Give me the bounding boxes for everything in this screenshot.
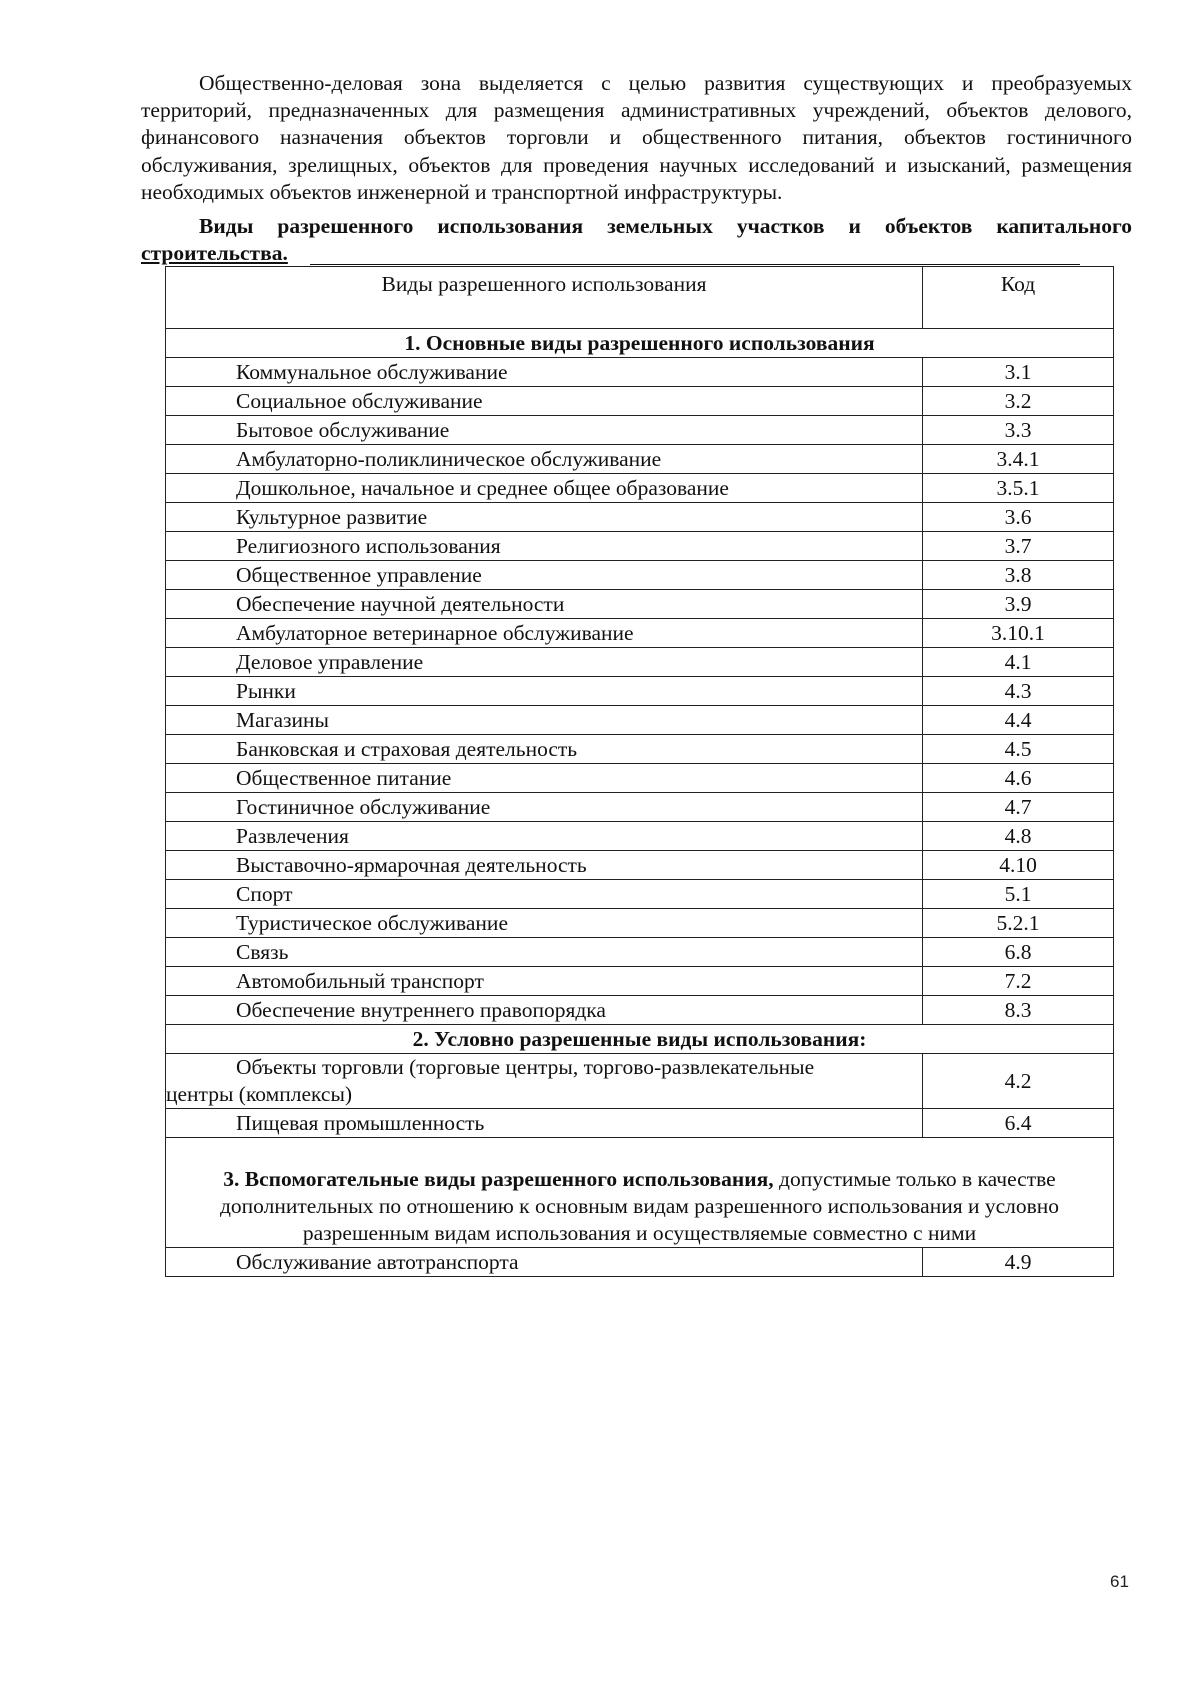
- header-name-cell: Виды разрешенного использования: [166, 267, 923, 329]
- section3-title-row: [166, 1138, 1114, 1248]
- section3-title-rest: допустимые только в качестве дополнительных по отношению к основным видам разрешенного использования и условно разрешенным видам использования и осуществляемые совместно с ними: [219, 1167, 1060, 1245]
- use-code-cell: 3.3: [923, 416, 1114, 445]
- section2-title-row: [166, 1025, 1114, 1054]
- use-name-line1: Объекты торговли (торговые центры, торгово-развлекательные: [236, 1055, 815, 1079]
- header-code-cell: Код: [923, 267, 1114, 329]
- page-number: 61: [1110, 1572, 1129, 1591]
- intro-paragraph: [141, 70, 1132, 206]
- section1-title: 1. Основные виды разрешенного использования: [166, 329, 1114, 358]
- section3-title: [166, 1138, 1114, 1248]
- use-code-cell: 4.5: [923, 735, 1114, 764]
- use-name-cell: Общественное питание: [166, 764, 923, 793]
- use-name-cell: Магазины: [166, 706, 923, 735]
- use-name-cell: Обеспечение внутреннего правопорядка: [166, 996, 923, 1025]
- use-code-cell: 4.2: [923, 1054, 1114, 1109]
- use-code-cell: 3.9: [923, 590, 1114, 619]
- table-row: [166, 735, 1114, 764]
- use-code-cell: 3.6: [923, 503, 1114, 532]
- table-row: [166, 474, 1114, 503]
- use-name-cell: Обеспечение научной деятельности: [166, 590, 923, 619]
- use-code-cell: 7.2: [923, 967, 1114, 996]
- use-code-cell: 8.3: [923, 996, 1114, 1025]
- table-row: [166, 706, 1114, 735]
- use-name-cell: Автомобильный транспорт: [166, 967, 923, 996]
- use-name-cell: Общественное управление: [166, 561, 923, 590]
- use-code-cell: 6.8: [923, 938, 1114, 967]
- table-row: [166, 793, 1114, 822]
- use-name-cell: Бытовое обслуживание: [166, 416, 923, 445]
- table-row: [166, 648, 1114, 677]
- use-code-cell: 4.4: [923, 706, 1114, 735]
- use-code-cell: 4.7: [923, 793, 1114, 822]
- intro-text: Общественно-деловая зона выделяется с целью развития существующих и преобразуемых территорий, предназначенных для размещения административных учреждений, объектов делового, финансового назначения объектов торговли и общественного питания, объектов гостиничного обслуживания, зрелищных, объектов для проведения научных исследований и изысканий, размещения необходимых объектов инженерной и транспортной инфраструктуры.: [141, 71, 1132, 204]
- table-row: [166, 387, 1114, 416]
- table-row: [166, 909, 1114, 938]
- table-row: [166, 1248, 1114, 1277]
- use-code-cell: 3.10.1: [923, 619, 1114, 648]
- table-row: [166, 1054, 1114, 1109]
- table-row: [166, 996, 1114, 1025]
- use-code-cell: 3.4.1: [923, 445, 1114, 474]
- use-name-cell: Банковская и страховая деятельность: [166, 735, 923, 764]
- table-row: [166, 880, 1114, 909]
- use-name-cell: Гостиничное обслуживание: [166, 793, 923, 822]
- use-name-cell: Амбулаторно-поликлиническое обслуживание: [166, 445, 923, 474]
- use-code-cell: 6.4: [923, 1109, 1114, 1138]
- use-code-cell: 3.8: [923, 561, 1114, 590]
- table-row: [166, 619, 1114, 648]
- use-code-cell: 3.5.1: [923, 474, 1114, 503]
- use-code-cell: 4.1: [923, 648, 1114, 677]
- table-row: [166, 590, 1114, 619]
- use-name-cell: Выставочно-ярмарочная деятельность: [166, 851, 923, 880]
- use-code-cell: 4.3: [923, 677, 1114, 706]
- use-code-cell: 3.1: [923, 358, 1114, 387]
- section3-title-bold: 3. Вспомогательные виды разрешенного использования,: [223, 1167, 774, 1191]
- table-row: [166, 938, 1114, 967]
- section-heading: [141, 213, 1132, 267]
- use-name-cell: Деловое управление: [166, 648, 923, 677]
- use-name-cell: Туристическое обслуживание: [166, 909, 923, 938]
- table-row: [166, 532, 1114, 561]
- use-name-cell: Развлечения: [166, 822, 923, 851]
- use-name-cell: Обслуживание автотранспорта: [166, 1248, 923, 1277]
- table-row: [166, 445, 1114, 474]
- table-row: [166, 358, 1114, 387]
- heading-text: Виды разрешенного использования земельных участков и объектов капитального: [199, 214, 1132, 238]
- use-code-cell: 4.9: [923, 1248, 1114, 1277]
- use-name-line2: центры (комплексы): [166, 1082, 353, 1106]
- section1-title-row: [166, 329, 1114, 358]
- table-row: [166, 851, 1114, 880]
- heading-text-underlined: строительства.: [141, 241, 288, 266]
- use-name-cell: [166, 1054, 923, 1109]
- use-name-cell: Коммунальное обслуживание: [166, 358, 923, 387]
- table-row: [166, 967, 1114, 996]
- table-row: [166, 677, 1114, 706]
- use-name-cell: Рынки: [166, 677, 923, 706]
- table-row: [166, 764, 1114, 793]
- heading-underline-rule: [310, 264, 1080, 265]
- use-code-cell: 4.6: [923, 764, 1114, 793]
- table-row: [166, 561, 1114, 590]
- section2-title: 2. Условно разрешенные виды использования:: [166, 1025, 1114, 1054]
- table-row: [166, 1109, 1114, 1138]
- use-name-cell: Дошкольное, начальное и среднее общее образование: [166, 474, 923, 503]
- use-code-cell: 3.2: [923, 387, 1114, 416]
- use-name-cell: Религиозного использования: [166, 532, 923, 561]
- use-name-cell: Социальное обслуживание: [166, 387, 923, 416]
- use-name-cell: Связь: [166, 938, 923, 967]
- table-header-row: [166, 267, 1114, 329]
- use-code-cell: 4.8: [923, 822, 1114, 851]
- use-name-cell: Спорт: [166, 880, 923, 909]
- table-row: [166, 822, 1114, 851]
- use-code-cell: 5.1: [923, 880, 1114, 909]
- use-code-cell: 5.2.1: [923, 909, 1114, 938]
- permitted-uses-table: [165, 266, 1114, 1277]
- use-name-cell: Культурное развитие: [166, 503, 923, 532]
- use-name-cell: Пищевая промышленность: [166, 1109, 923, 1138]
- table-row: [166, 416, 1114, 445]
- use-name-cell: Амбулаторное ветеринарное обслуживание: [166, 619, 923, 648]
- use-code-cell: 4.10: [923, 851, 1114, 880]
- table-row: [166, 503, 1114, 532]
- use-code-cell: 3.7: [923, 532, 1114, 561]
